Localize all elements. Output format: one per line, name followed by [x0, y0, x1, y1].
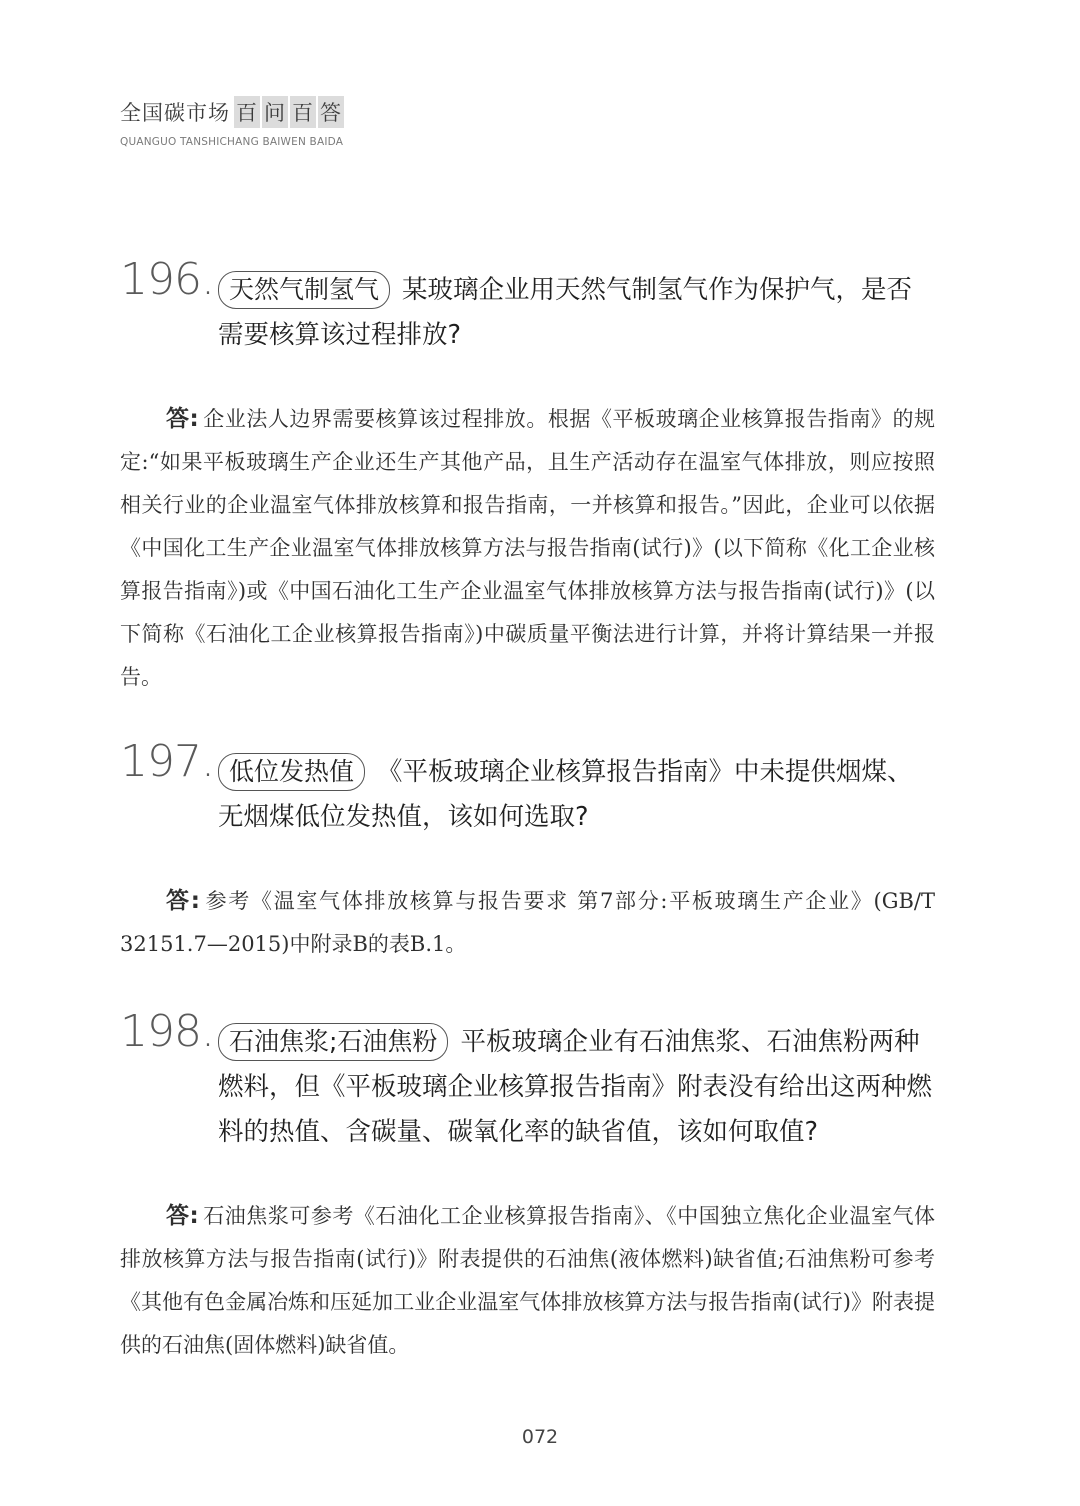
answer-paragraph	[120, 1195, 935, 1367]
question-text-block	[218, 268, 935, 358]
header-hl-char: 答	[318, 96, 344, 128]
header-subtitle: QUANGUO TANSHICHANG BAIWEN BAIDA	[120, 136, 344, 148]
answer-text: 石油焦浆可参考《石油化工企业核算报告指南》、《中国独立焦化企业温室气体排放核算方法与报告指南(试行)》附表提供的石油焦(液体燃料)缺省值;石油焦粉可参考《其他有色金属冶炼和压延加工业企业温室气体排放核算方法与报告指南(试行)》附表提供的石油焦(固体燃料)缺省值。	[120, 1204, 936, 1357]
header-hl-char: 百	[234, 96, 260, 128]
question-text: 平板玻璃企业有石油焦浆、石油焦粉两种燃料，但《平板玻璃企业核算报告指南》附表没有给出这两种燃料的热值、含碳量、碳氧化率的缺省值，该如何取值?	[218, 1027, 933, 1147]
header-hl-char: 百	[290, 96, 316, 128]
question-number: 198.	[120, 1006, 214, 1057]
answer-paragraph	[120, 398, 935, 699]
page-number: 072	[521, 1426, 559, 1448]
header-title-main: 全国碳市场	[120, 101, 230, 125]
answer-text: 企业法人边界需要核算该过程排放。根据《平板玻璃企业核算报告指南》的规定:“如果平板玻璃生产企业还生产其他产品，且生产活动存在温室气体排放，则应按照相关行业的企业温室气体排放核算和报告指南，一并核算和报告。”因此，企业可以依据《中国化工生产企业温室气体排放核算方法与报告指南(试行)》(以下简称《化工企业核算报告指南》)或《中国石油化工生产企业温室气体排放核算方法与报告指南(试行)》(以下简称《石油化工企业核算报告指南》)中碳质量平衡法进行计算，并将计算结果一并报告。	[120, 407, 936, 689]
qa-item-198	[120, 1006, 936, 1367]
qa-item-197	[120, 736, 935, 966]
answer-paragraph	[120, 880, 935, 966]
topic-tag: 石油焦浆;石油焦粉	[218, 1023, 448, 1061]
answer-label: 答:	[166, 406, 199, 432]
header-title-highlight	[234, 96, 346, 128]
question-text-block	[218, 1020, 935, 1155]
header-title	[120, 96, 346, 128]
topic-tag: 低位发热值	[218, 753, 365, 791]
question-row	[120, 254, 935, 358]
question-text: 《平板玻璃企业核算报告指南》中未提供烟煤、无烟煤低位发热值，该如何选取?	[218, 757, 913, 832]
topic-tag: 天然气制氢气	[218, 271, 390, 309]
question-number: 197.	[120, 736, 214, 787]
header-hl-char: 问	[262, 96, 288, 128]
running-header	[120, 96, 346, 148]
question-row	[120, 1006, 935, 1155]
question-text-block	[218, 750, 935, 840]
answer-text: 参考《温室气体排放核算与报告要求 第7部分:平板玻璃生产企业》(GB/T 32151.7—2015)中附录B的表B.1。	[120, 889, 935, 956]
qa-item-196	[120, 254, 936, 699]
question-row	[120, 736, 935, 840]
question-number: 196.	[120, 254, 214, 305]
answer-label: 答:	[166, 1203, 199, 1229]
answer-label: 答:	[166, 888, 200, 914]
question-text: 某玻璃企业用天然气制氢气作为保护气，是否需要核算该过程排放?	[218, 275, 913, 350]
